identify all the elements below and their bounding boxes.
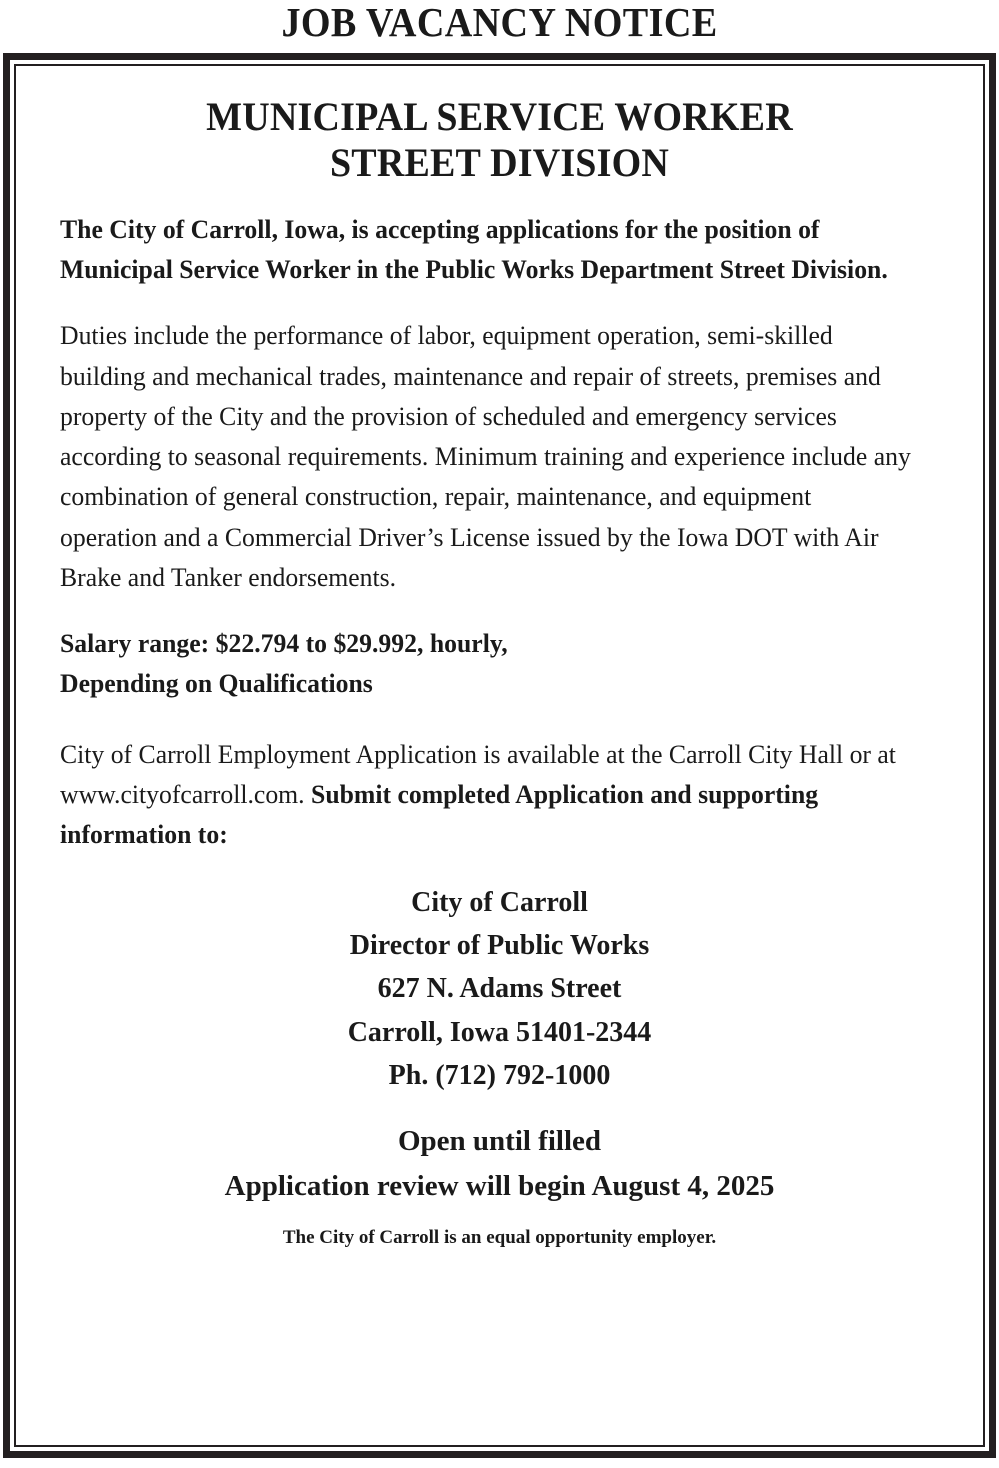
banner-title: JOB VACANCY NOTICE [281, 0, 718, 45]
contact-department: Director of Public Works [349, 929, 650, 961]
contact-street: 627 N. Adams Street [377, 973, 622, 1005]
notice-border-inner [14, 64, 985, 1447]
contact-city-state-zip: Carroll, Iowa 51401-2344 [347, 1016, 652, 1048]
job-title-line-1: MUNICIPAL SERVICE WORKER [206, 94, 793, 139]
application-paragraph [60, 734, 913, 855]
contact-phone: Ph. (712) 792-1000 [388, 1060, 611, 1092]
notice-border-outer [3, 53, 996, 1458]
application-submit-instruction: Submit completed Application and supporting information to: [60, 778, 819, 850]
application-availability-text: City of Carroll Employment Application is available at the Carroll City Hall or at www.cityofcarroll.com. [60, 738, 896, 809]
contact-organization: City of Carroll [411, 886, 588, 918]
salary-line-1: Salary range: $22.794 to $29.992, hourly, [60, 628, 508, 659]
intro-paragraph: The City of Carroll, Iowa, is accepting applications for the position of Municipal Service Worker in the Public Works Department Street Division. [60, 213, 888, 285]
closing-review-date: Application review will begin August 4, 2025 [224, 1169, 775, 1202]
job-title-heading [82, 94, 917, 187]
salary-line-2: Depending on Qualifications [60, 668, 373, 699]
closing-block [60, 1119, 939, 1207]
duties-paragraph: Duties include the performance of labor, equipment operation, semi-skilled building and mechanical trades, maintenance and repair of streets, premises and property of the City and the provision of scheduled and emergency services according to seasonal requirements. Minimum training and experience include any combination of general construction, repair, maintenance, and equipment operation and a Commercial Driver’s License issued by the Iowa DOT with Air Brake and Tanker endorsements. [60, 320, 911, 592]
salary-paragraph [60, 623, 913, 704]
contact-address-block [60, 881, 939, 1098]
notice-body [60, 209, 939, 1251]
job-title-line-2: STREET DIVISION [329, 140, 670, 186]
equal-opportunity-statement: The City of Carroll is an equal opportunity employer. [282, 1226, 717, 1248]
closing-open-until-filled: Open until filled [397, 1125, 602, 1158]
